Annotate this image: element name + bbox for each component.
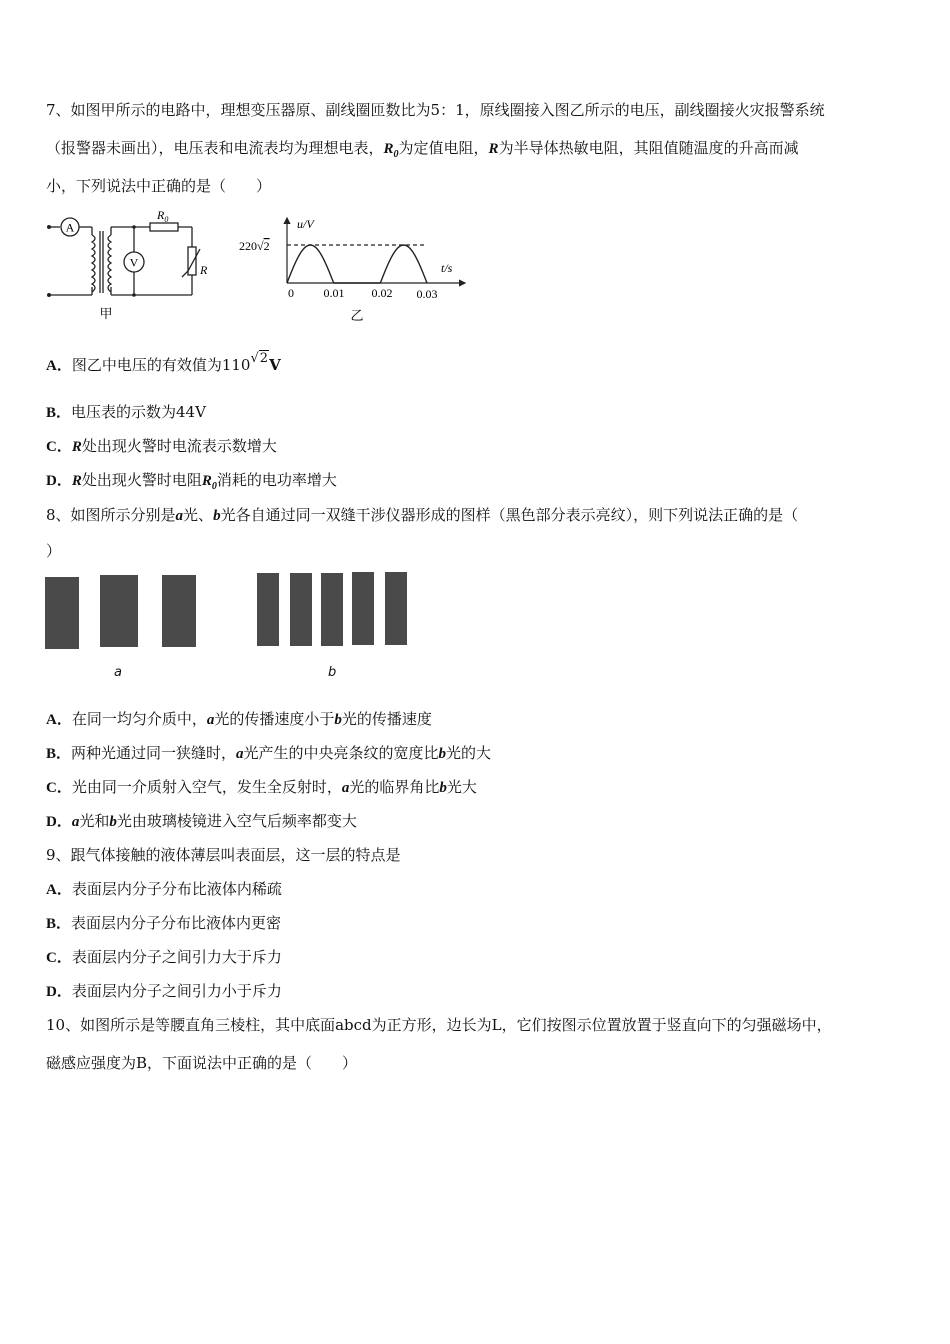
bright-fringe [100, 575, 138, 647]
bright-fringe [385, 572, 407, 645]
q9-option-d: D．表面层内分子之间引力小于斥力 [46, 982, 282, 1000]
q8-stem-line1: 8、如图所示分别是a光、b光各自通过同一双缝干涉仪器形成的图样（黑色部分表示亮纹），则下列说法正确的是（ [46, 506, 799, 524]
caption-jia: 甲 [99, 307, 113, 322]
caption-yi: 乙 [350, 309, 364, 324]
q7-stem-text: 为半导体热敏电阻，其阻值随温度的升高而减 [498, 139, 799, 157]
primary-coil [92, 235, 95, 292]
r0-label: $R_0$ [157, 208, 169, 224]
bright-fringe [257, 573, 279, 646]
q7-option-d: D．R处出现火警时电阻$R_0$消耗的电功率增大 [46, 471, 337, 492]
q7-stem-line3: 小，下列说法中正确的是（ ） [46, 177, 272, 195]
x-axis-label: t/s [441, 261, 453, 275]
bright-fringe [290, 573, 312, 646]
bright-fringe [162, 575, 196, 647]
y-axis-label: u/V [297, 217, 314, 231]
q7-stem-text: 为定值电阻， [398, 139, 489, 157]
q8-stem-line2: ） [46, 542, 62, 560]
pattern-a [44, 575, 204, 655]
pattern-b [257, 572, 412, 652]
q7-option-c: C．R处出现火警时电流表示数增大 [46, 437, 277, 455]
pattern-b-label: b [328, 665, 337, 680]
half-sine-segment [380, 245, 427, 283]
peak-label: 220√2 [239, 239, 270, 253]
q7-stem-text: （报警器未画出），电压表和电流表均为理想电表， [46, 139, 384, 157]
q7-option-b: B．电压表的示数为44V [46, 403, 206, 421]
q8-option-c: C．光由同一介质射入空气，发生全反射时，a光的临界角比b光大 [46, 778, 477, 796]
pattern-a-label: a [114, 665, 122, 680]
bright-fringe [321, 573, 343, 646]
tick-label: 0.01 [323, 286, 345, 300]
circuit-diagram-jia [44, 205, 224, 323]
q7-option-a: A．图乙中电压的有效值为110√2V [46, 351, 281, 374]
bright-fringe [45, 577, 79, 649]
half-sine-segment [287, 245, 334, 283]
ammeter-label: A [65, 220, 75, 235]
q9-option-b: B．表面层内分子分布比液体内更密 [46, 914, 282, 932]
voltage-chart-yi [235, 210, 470, 325]
q9-stem: 9、跟气体接触的液体薄层叫表面层，这一层的特点是 [46, 846, 401, 864]
q8-option-d: D．a光和b光由玻璃棱镜进入空气后频率都变大 [46, 812, 357, 830]
q9-option-c: C．表面层内分子之间引力大于斥力 [46, 948, 282, 966]
thermistor-r [188, 247, 196, 275]
r0-symbol: $R_0$ [383, 141, 399, 160]
voltmeter-label: V [129, 255, 139, 270]
secondary-coil [108, 235, 111, 292]
tick-label: 0.03 [416, 287, 438, 301]
q10-stem-line1: 10、如图所示是等腰直角三棱柱，其中底面abcd为正方形，边长为L，它们按图示位置放置于竖直向下的匀强磁场中， [46, 1016, 832, 1034]
q10-stem-line2: 磁感应强度为B，下面说法中正确的是（ ） [46, 1054, 358, 1072]
q7-stem-line2 [46, 138, 799, 165]
q7-stem-line1: 7、如图甲所示的电路中，理想变压器原、副线圈匝数比为5：1，原线圈接入图乙所示的电压，副线圈接火灾报警系统 [46, 101, 825, 119]
r-symbol: R [488, 141, 499, 157]
bright-fringe [352, 572, 374, 645]
tick-label: 0 [288, 286, 294, 300]
tick-label: 0.02 [371, 286, 393, 300]
r0-resistor [150, 223, 178, 231]
q8-option-a: A．在同一均匀介质中，a光的传播速度小于b光的传播速度 [46, 710, 432, 728]
q9-option-a: A．表面层内分子分布比液体内稀疏 [46, 880, 282, 898]
q8-option-b: B．两种光通过同一狭缝时，a光产生的中央亮条纹的宽度比b光的大 [46, 744, 492, 762]
r-label: R [200, 263, 208, 277]
